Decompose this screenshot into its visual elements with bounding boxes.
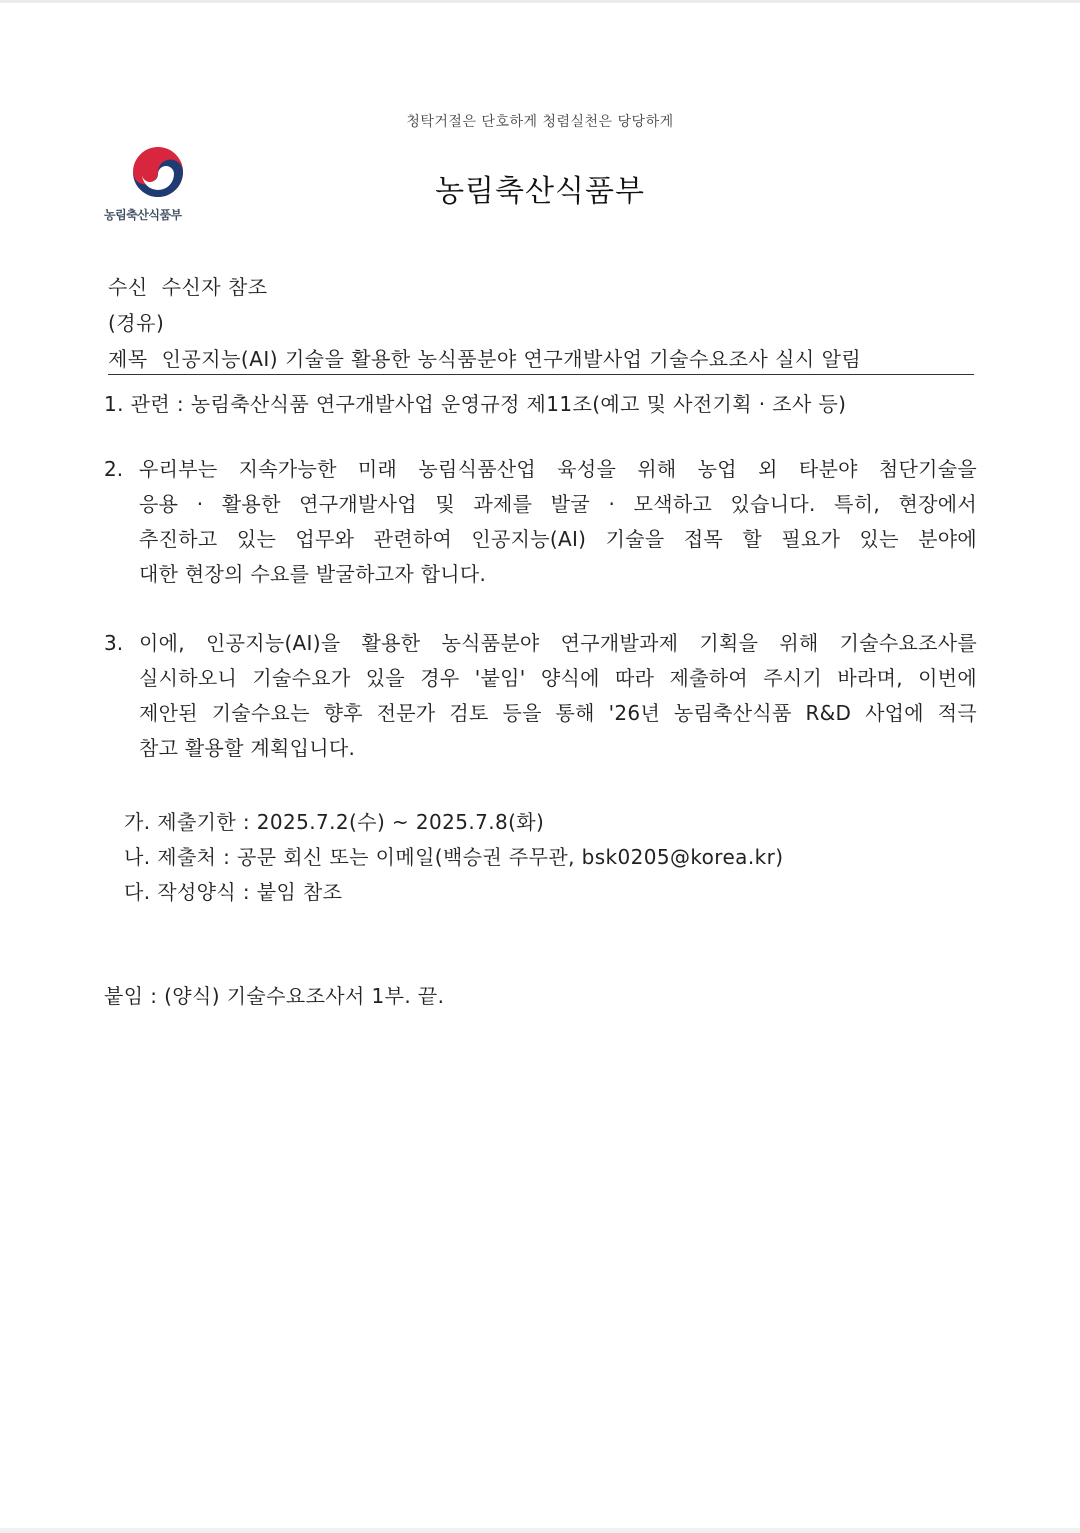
- item-3-line: 제안된 기술수요는 향후 전문가 검토 등을 통해 '26년 농림축산식품 R&D 사업에 적극: [139, 701, 977, 725]
- item-1-text: 관련 : 농림축산식품 연구개발사업 운영규정 제11조(예고 및 사전기획 · 조사 등): [130, 392, 847, 416]
- subject-label: 제목: [108, 347, 148, 371]
- logo-text: 농림축산식품부: [104, 208, 182, 222]
- subject-divider: [108, 374, 974, 375]
- item-2-line: 우리부는 지속가능한 미래 농림식품산업 육성을 위해 농업 외 타분야 첨단기술을: [139, 457, 977, 481]
- item-2-body: [139, 452, 977, 592]
- item-2-number: 2.: [104, 457, 124, 481]
- bottom-edge: [0, 1528, 1080, 1533]
- sub-item-form: 다. 작성양식 : 붙임 참조: [124, 880, 343, 904]
- top-edge: [0, 0, 1080, 3]
- recipient-label: 수신: [108, 275, 148, 299]
- sub-item-deadline: 가. 제출기한 : 2025.7.2(수) ~ 2025.7.8(화): [124, 810, 545, 834]
- item-3-line: 실시하오니 기술수요가 있을 경우 '붙임' 양식에 따라 제출하여 주시기 바라며, 이번에: [139, 666, 977, 690]
- item-3-line: 참고 활용할 계획입니다.: [139, 736, 356, 760]
- item-1-number: 1.: [104, 392, 124, 416]
- subject-line: [108, 343, 974, 372]
- recipient-line: [108, 271, 268, 300]
- item-2-line: 추진하고 있는 업무와 관련하여 인공지능(AI) 기술을 접목 할 필요가 있는 분야에: [139, 527, 977, 551]
- recipient-value: 수신자 참조: [161, 275, 268, 299]
- subject-value: 인공지능(AI) 기술을 활용한 농식품분야 연구개발사업 기술수요조사 실시 알림: [161, 347, 862, 371]
- attachment-line: 붙임 : (양식) 기술수요조사서 1부. 끝.: [104, 984, 445, 1008]
- item-3-line: 이에, 인공지능(AI)을 활용한 농식품분야 연구개발과제 기획을 위해 기술수요조사를: [139, 631, 977, 655]
- item-3-number: 3.: [104, 631, 124, 655]
- item-2-line: 대한 현장의 수요를 발굴하고자 합니다.: [139, 562, 487, 586]
- via-line: (경유): [108, 311, 165, 335]
- sub-item-submission: 나. 제출처 : 공문 회신 또는 이메일(백승권 주무관, bsk0205@korea.kr): [124, 845, 784, 869]
- slogan: 청탁거절은 단호하게 청렴실천은 당당하게: [406, 114, 674, 130]
- item-3-body: [139, 626, 977, 766]
- item-1: [104, 388, 846, 417]
- item-2-line: 응용 · 활용한 연구개발사업 및 과제를 발굴 · 모색하고 있습니다. 특히, 현장에서: [139, 492, 977, 516]
- ministry-name: 농림축산식품부: [435, 174, 645, 209]
